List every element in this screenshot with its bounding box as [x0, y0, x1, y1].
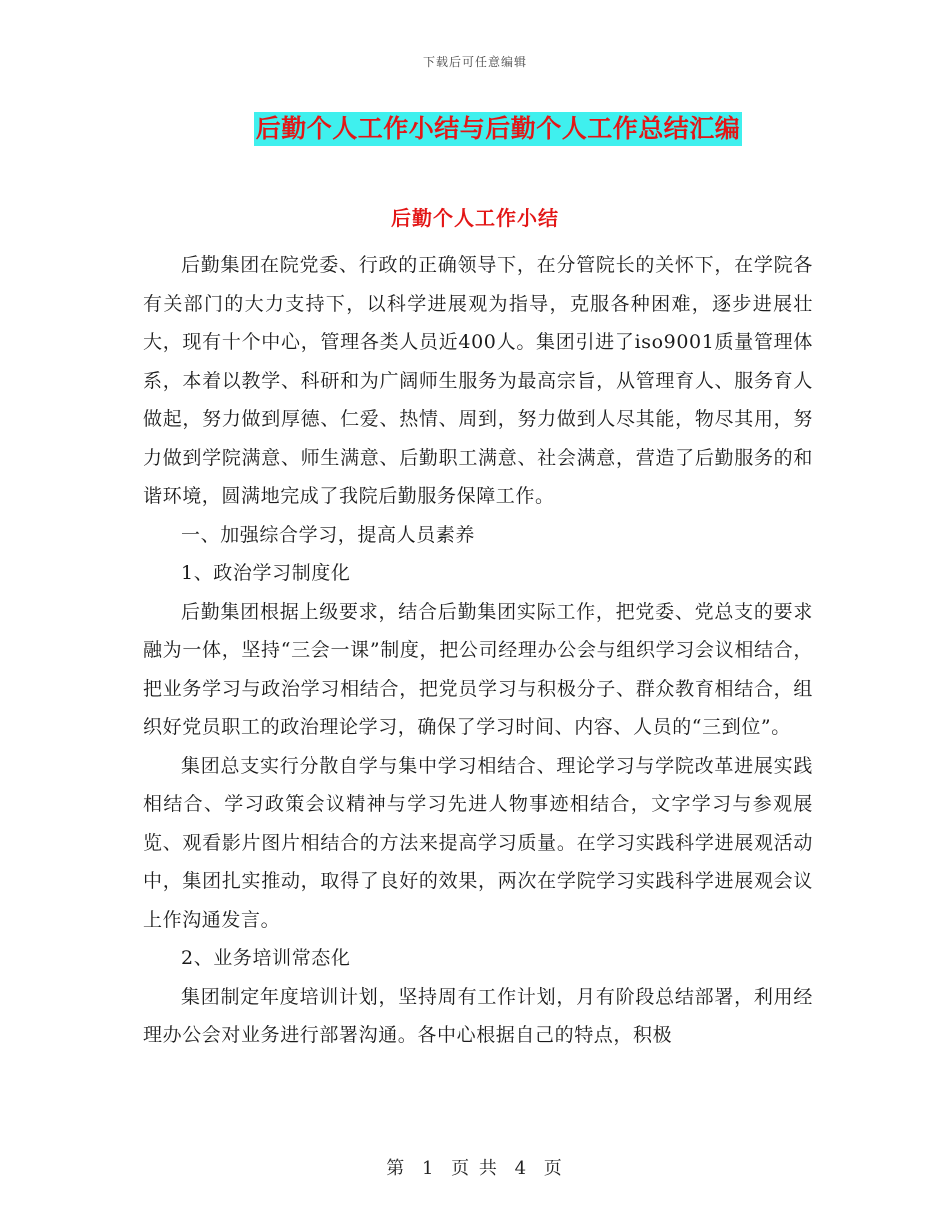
heading-section-1: 一、加强综合学习，提高人员素养 — [181, 523, 476, 546]
body-text — [143, 246, 813, 1055]
paragraph-study-methods: 集团总支实行分散自学与集中学习相结合、理论学习与学院改革进展实践相结合、学习政策会议精神与学习先进人物事迹相结合，文字学习与参观展览、观看影片图片相结合的方法来提高学习质量。在学习实践科学进展观活动中，集团扎实推动，取得了良好的效果，两次在学院学习实践科学进展观会议上作沟通发言。 — [143, 754, 813, 931]
document-title-wrap — [0, 112, 950, 146]
header-note: 下载后可任意编辑 — [422, 55, 527, 69]
footer-middle: 页 共 — [451, 1158, 499, 1179]
footer-suffix: 页 — [543, 1158, 564, 1179]
heading-subsection-1: 1、政治学习制度化 — [181, 562, 351, 584]
footer-prefix: 第 — [386, 1158, 407, 1179]
paragraph-training: 集团制定年度培训计划，坚持周有工作计划，月有阶段总结部署，利用经理办公会对业务进行部署沟通。各中心根据自己的特点，积极 — [143, 985, 813, 1046]
document-title: 后勤个人工作小结与后勤个人工作总结汇编 — [254, 112, 743, 146]
heading-subsection-2: 2、业务培训常态化 — [181, 947, 351, 969]
paragraph-intro: 后勤集团在院党委、行政的正确领导下，在分管院长的关怀下，在学院各有关部门的大力支持下，以科学进展观为指导，克服各种困难，逐步进展壮大，现有十个中心，管理各类人员近400人。集团引进了iso9001质量管理体系，本着以教学、科研和为广阔师生服务为最高宗旨，从管理育人、服务育人做起，努力做到厚德、仁爱、热情、周到，努力做到人尽其能，物尽其用，努力做到学院满意、师生满意、后勤职工满意、社会满意，营造了后勤服务的和谐环境，圆满地完成了我院后勤服务保障工作。 — [143, 254, 813, 507]
footer-total-pages: 4 — [514, 1158, 529, 1179]
section-title: 后勤个人工作小结 — [391, 206, 559, 230]
page-footer — [0, 1154, 950, 1180]
paragraph-political-study: 后勤集团根据上级要求，结合后勤集团实际工作，把党委、党总支的要求融为一体，坚持“三会一课”制度，把公司经理办公会与组织学习会议相结合，把业务学习与政治学习相结合，把党员学习与积极分子、群众教育相结合，组织好党员职工的政治理论学习，确保了学习时间、内容、人员的“三到位”。 — [143, 600, 813, 738]
footer-current-page: 1 — [421, 1158, 436, 1179]
